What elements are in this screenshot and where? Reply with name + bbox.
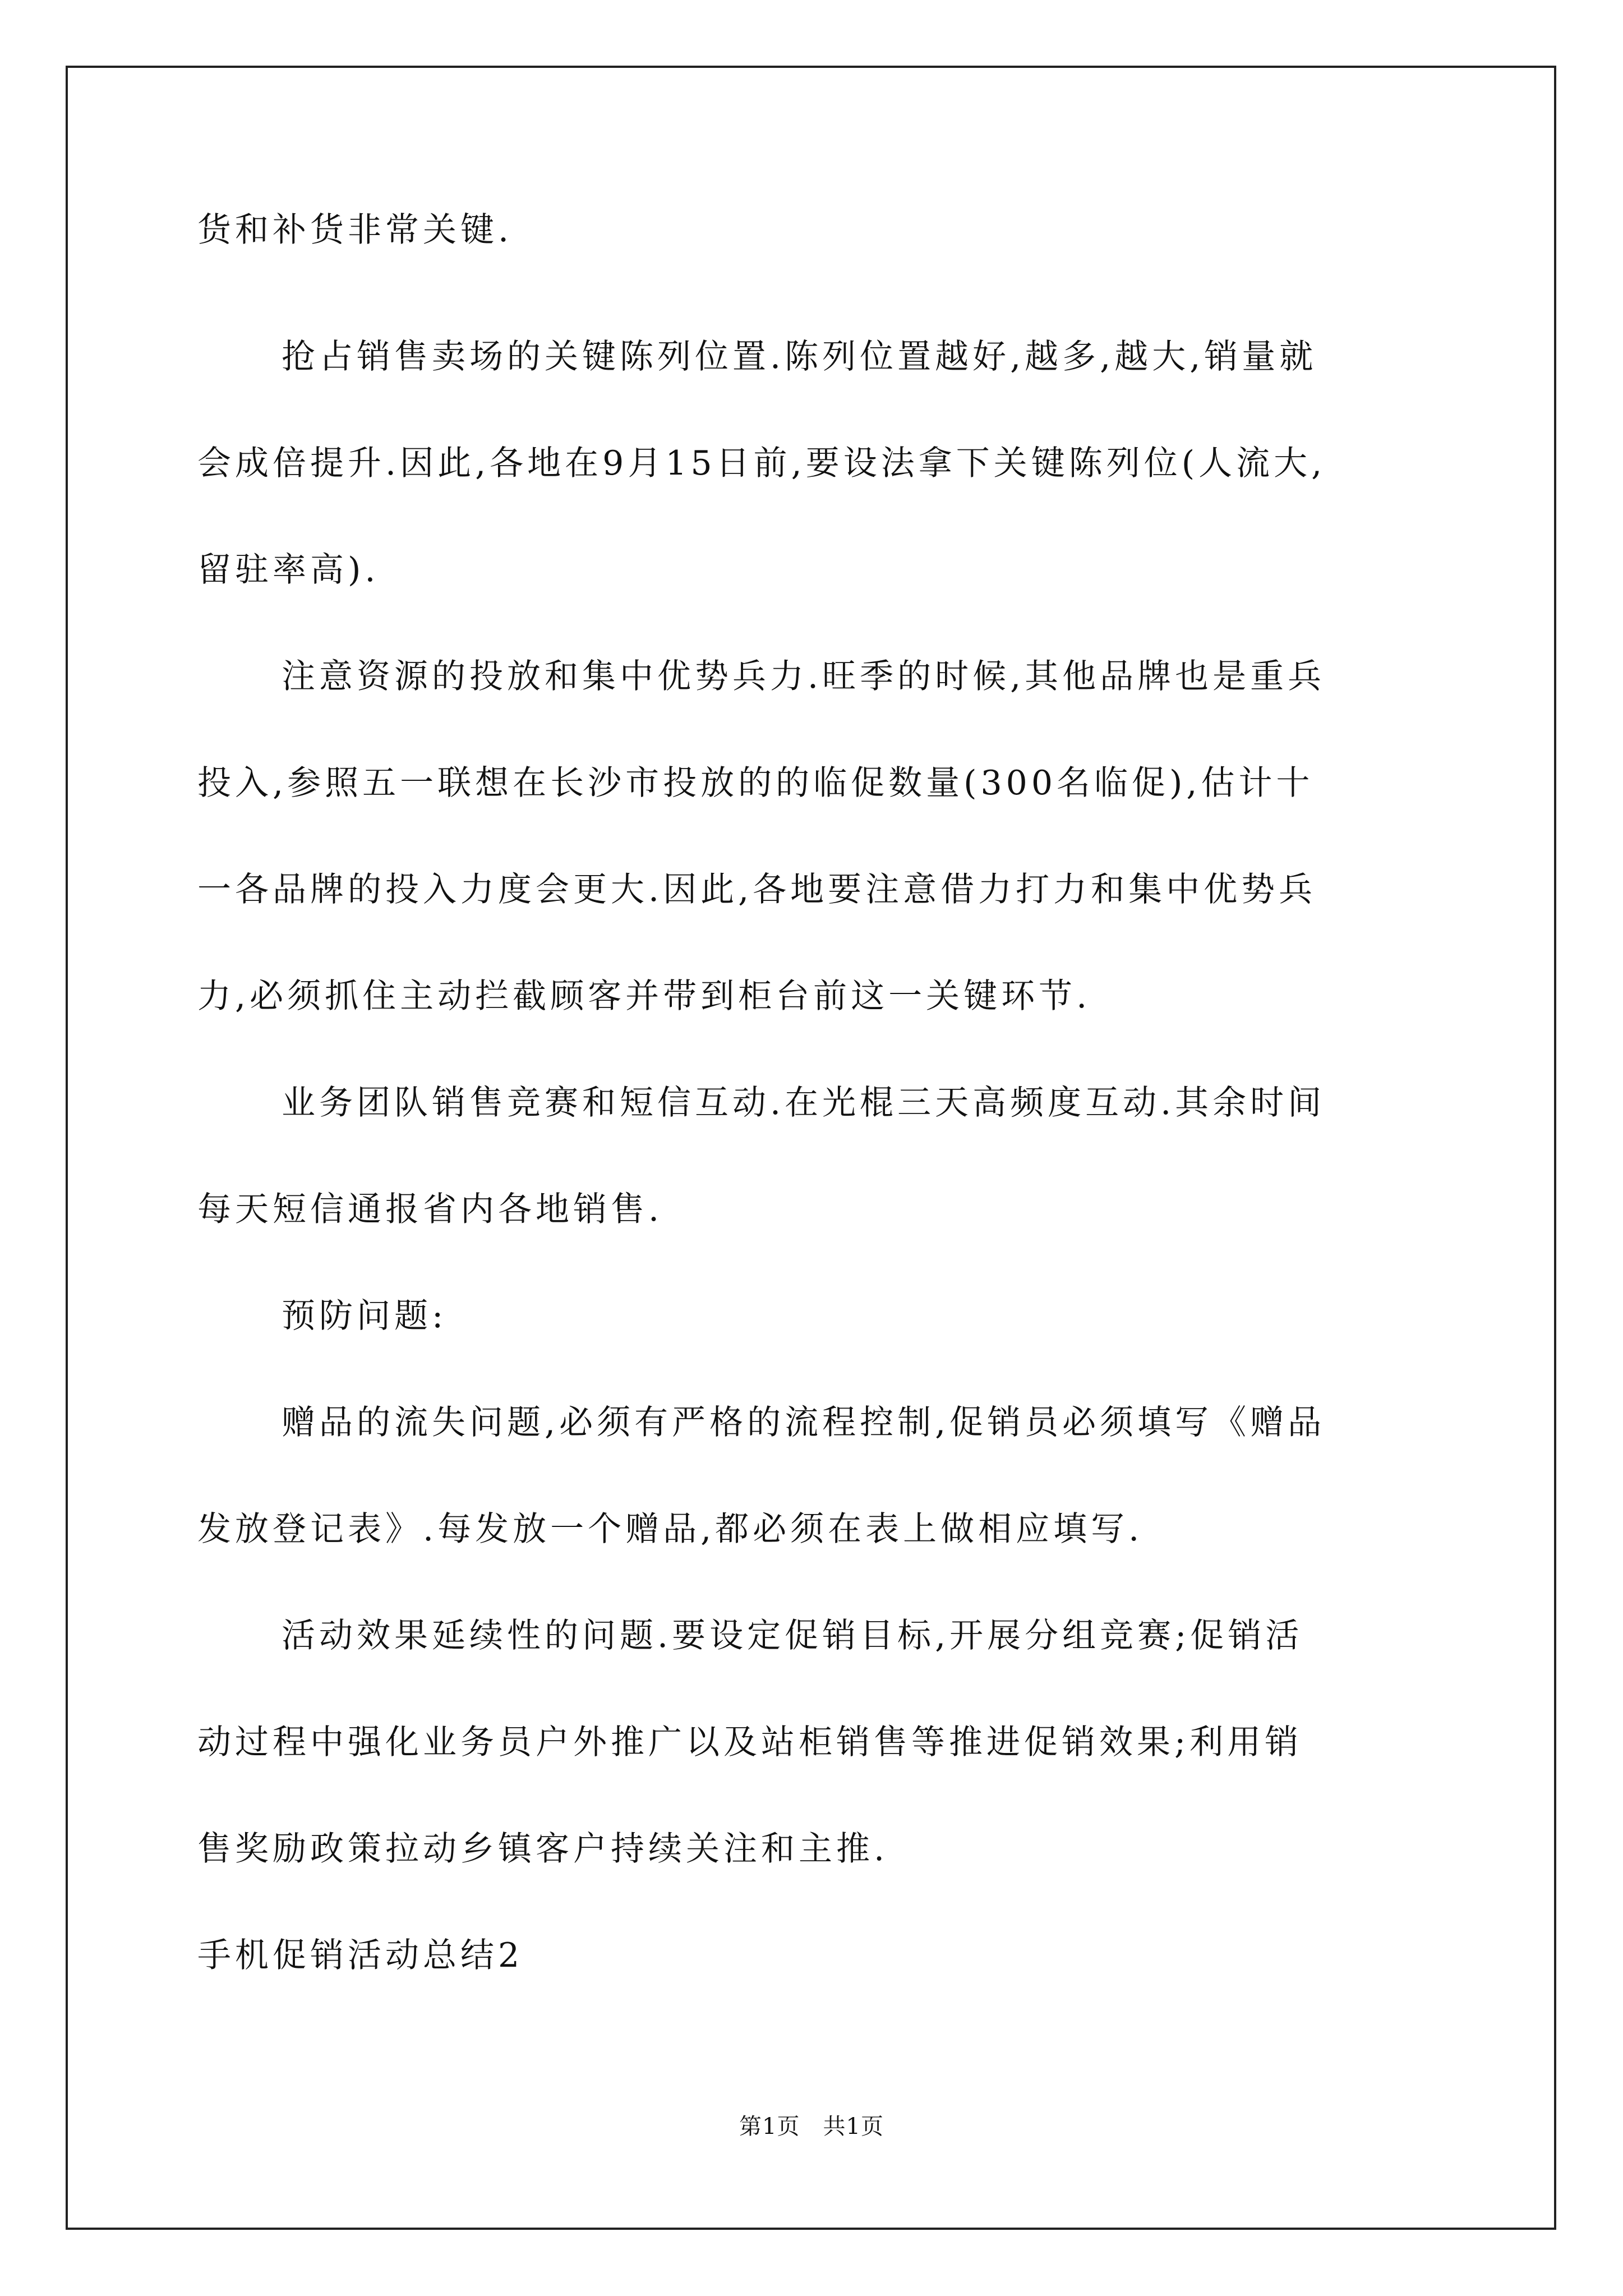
page-number-footer: 第1页 共1页	[739, 2114, 884, 2139]
body-line: 力,必须抓住主动拦截顾客并带到柜台前这一关键环节.	[197, 977, 1091, 1016]
body-line: 会成倍提升.因此,各地在9月15日前,要设法拿下关键陈列位(人流大,	[197, 444, 1326, 483]
body-line: 抢占销售卖场的关键陈列位置.陈列位置越好,越多,越大,销量就	[282, 337, 1317, 376]
body-line: 注意资源的投放和集中优势兵力.旺季的时候,其他品牌也是重兵	[282, 657, 1326, 696]
body-line: 一各品牌的投入力度会更大.因此,各地要注意借力打力和集中优势兵	[197, 870, 1317, 909]
body-line: 售奖励政策拉动乡镇客户持续关注和主推.	[197, 1829, 889, 1869]
body-line: 动过程中强化业务员户外推广以及站柜销售等推进促销效果;利用销	[197, 1723, 1303, 1762]
body-line: 投入,参照五一联想在长沙市投放的的临促数量(300名临促),估计十	[197, 763, 1314, 803]
body-line: 每天短信通报省内各地销售.	[197, 1190, 663, 1229]
body-line: 业务团队销售竞赛和短信互动.在光棍三天高频度互动.其余时间	[282, 1083, 1326, 1122]
body-line: 留驻率高).	[197, 550, 380, 590]
body-line: 活动效果延续性的问题.要设定促销目标,开展分组竞赛;促销活	[282, 1616, 1303, 1655]
body-line: 货和补货非常关键.	[197, 210, 513, 250]
body-line: 赠品的流失问题,必须有严格的流程控制,促销员必须填写《赠品	[282, 1403, 1326, 1442]
section-heading: 手机促销活动总结2	[197, 1936, 524, 1975]
page-border	[66, 66, 1556, 2230]
body-line: 发放登记表》.每发放一个赠品,都必须在表上做相应填写.	[197, 1510, 1144, 1549]
body-line: 预防问题:	[282, 1296, 448, 1336]
